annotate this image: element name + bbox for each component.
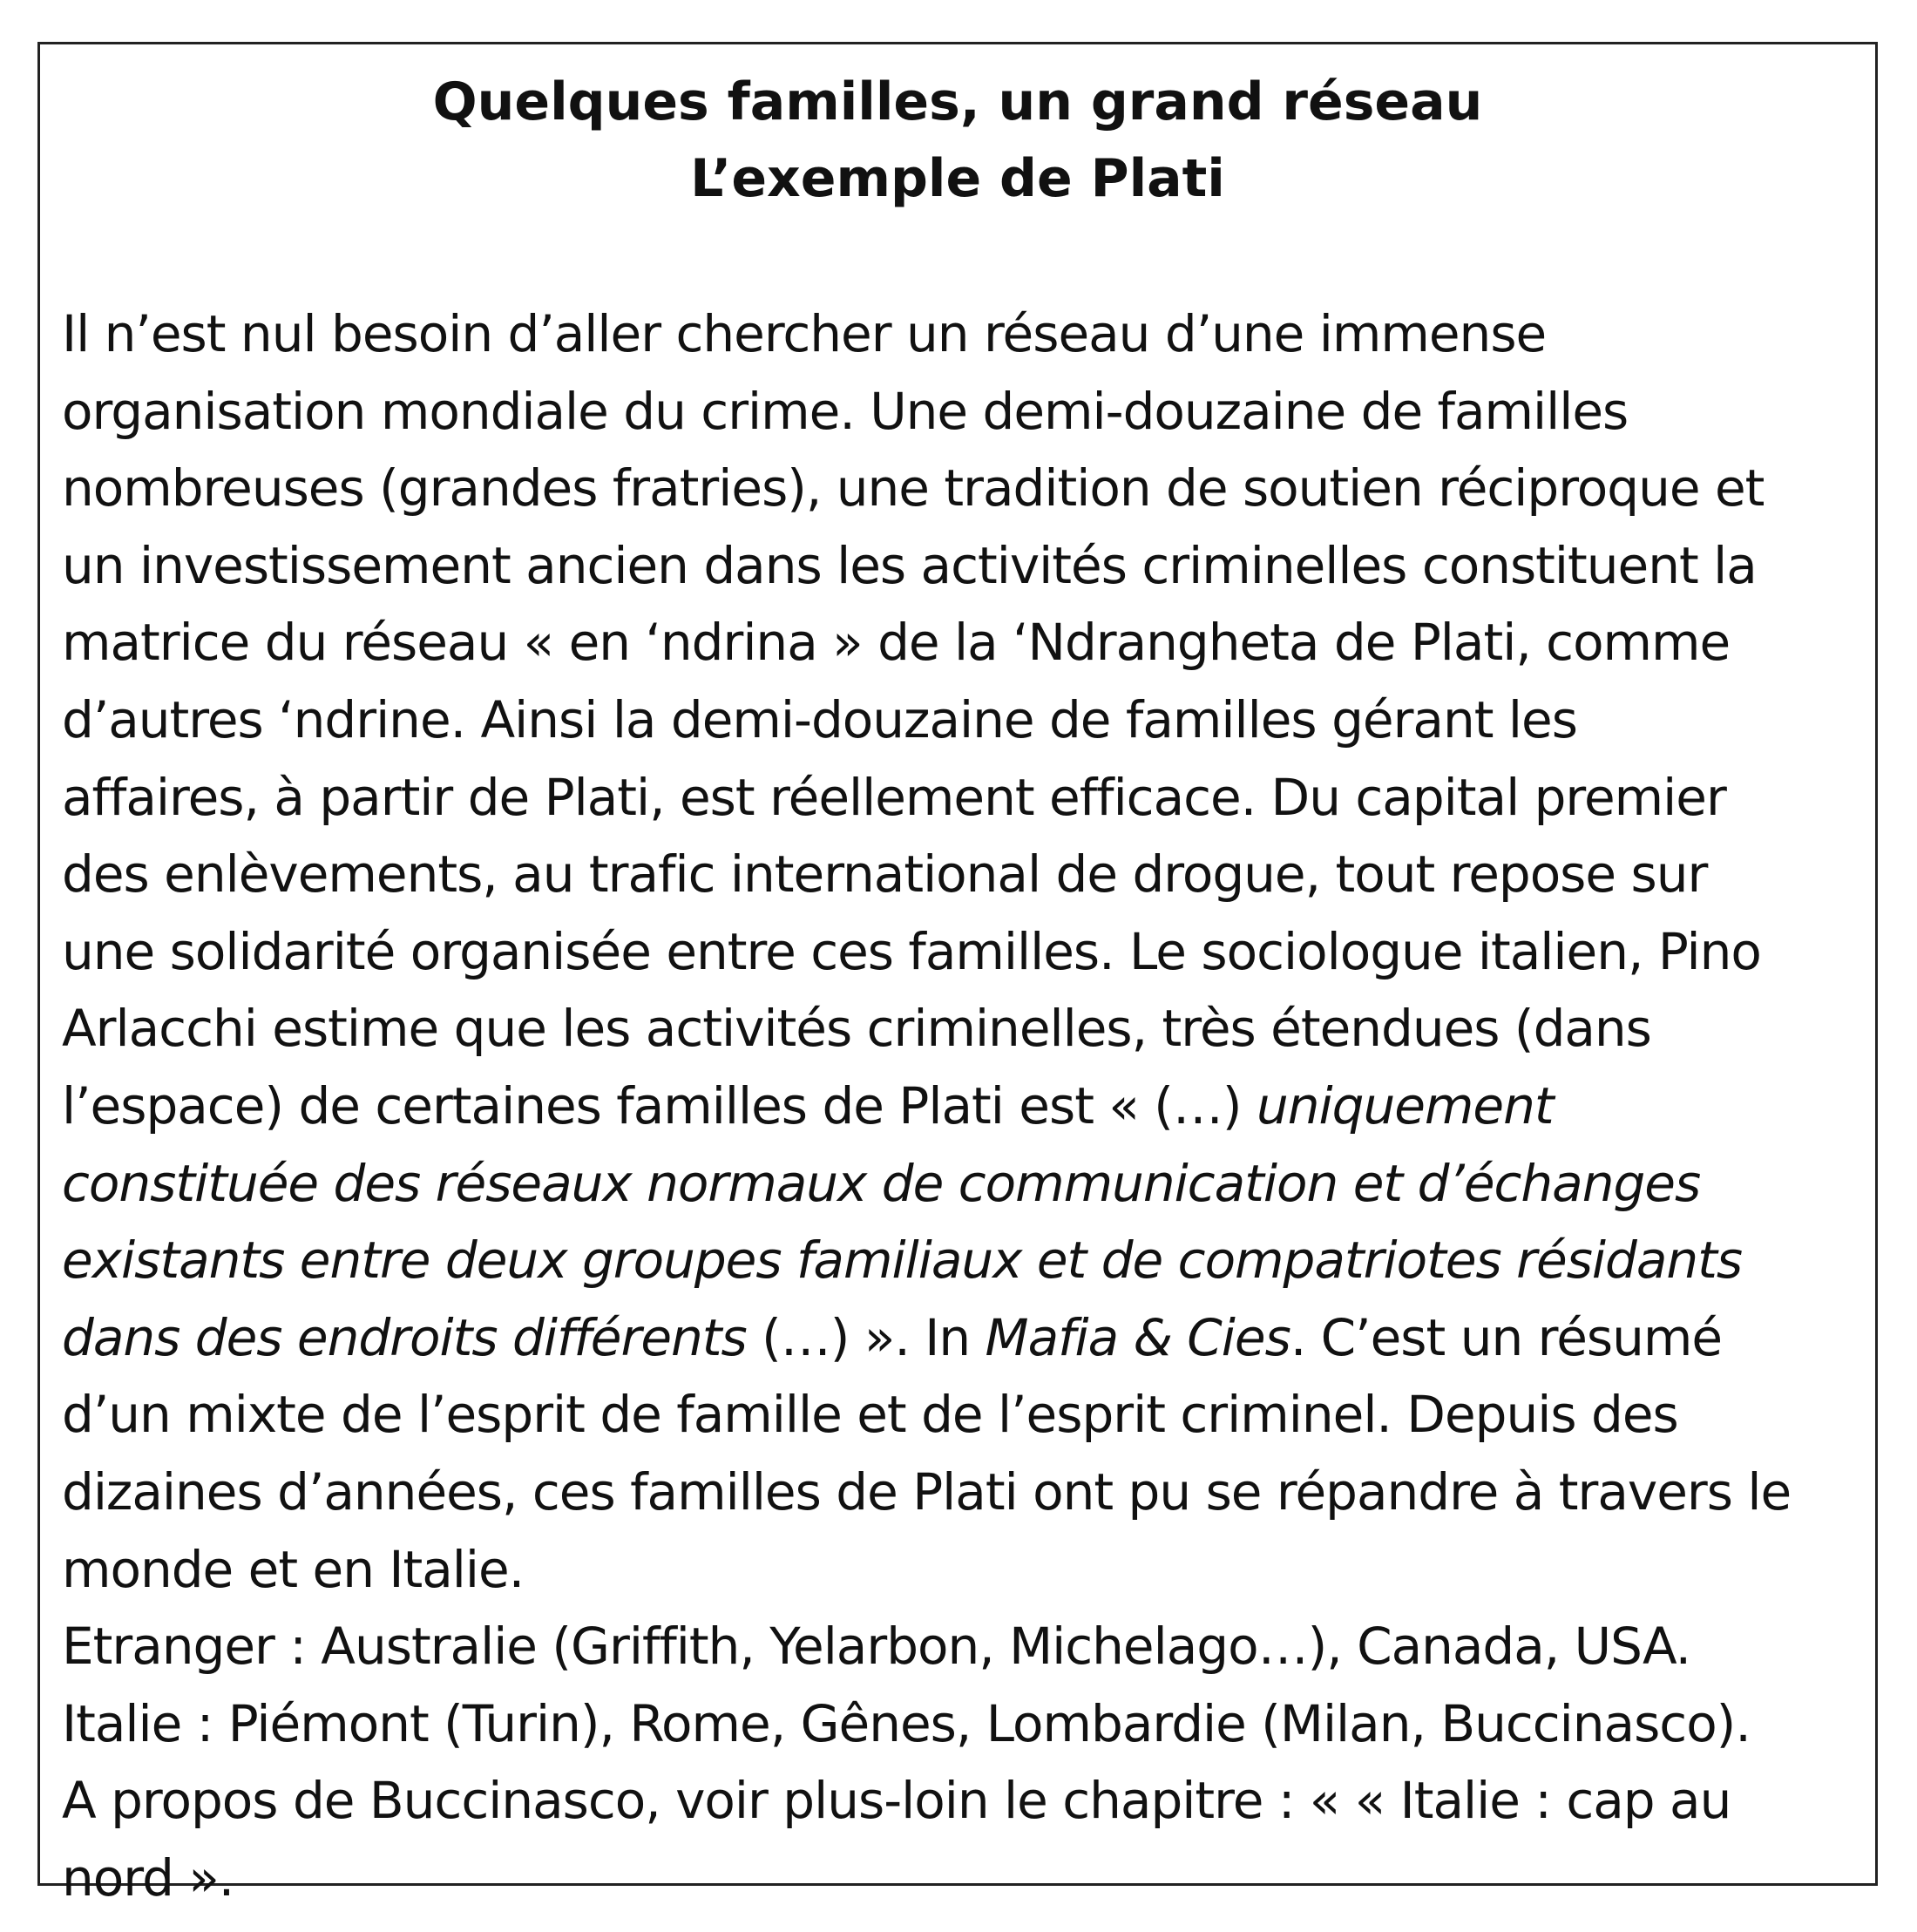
text-segment: matrice du réseau « en ‘ndrina » de la ‘Ndrangheta de Plati, comme — [62, 613, 1731, 673]
italic-text: existants entre deux groupes familiaux et de compatriotes résidants — [62, 1230, 1743, 1291]
body-paragraph — [62, 295, 1791, 1916]
text-segment: d’un mixte de l’esprit de famille et de l’esprit criminel. Depuis des — [62, 1385, 1678, 1445]
text-box — [37, 42, 1878, 1908]
text-segment: . C’est un résumé — [1290, 1307, 1723, 1367]
text-segment: un investissement ancien dans les activités criminelles constituent la — [62, 535, 1757, 595]
italic-text: constituée des réseaux normaux de communication et d’échanges — [62, 1153, 1701, 1213]
text-line — [62, 990, 1791, 1068]
text-line — [62, 913, 1791, 991]
text-line — [62, 836, 1791, 913]
text-line — [62, 1145, 1791, 1223]
text-line — [62, 759, 1791, 837]
text-line — [62, 1531, 1791, 1609]
text-line — [62, 1222, 1791, 1299]
text-segment: A propos de Buccinasco, voir plus-loin le chapitre : « « Italie : cap au — [62, 1771, 1731, 1831]
text-line — [62, 373, 1791, 451]
text-line — [62, 1762, 1791, 1840]
text-line — [62, 1454, 1791, 1531]
text-line — [62, 1299, 1791, 1377]
text-line — [62, 450, 1791, 527]
text-line — [62, 1068, 1791, 1145]
text-segment: monde et en Italie. — [62, 1539, 525, 1599]
text-segment: une solidarité organisée entre ces familles. Le sociologue italien, Pino — [62, 921, 1761, 981]
text-line — [62, 1840, 1791, 1917]
text-line — [62, 527, 1791, 605]
text-segment: Il n’est nul besoin d’aller chercher un réseau d’une immense — [62, 304, 1547, 363]
text-segment: organisation mondiale du crime. Une demi-douzaine de familles — [62, 381, 1629, 441]
text-line — [62, 681, 1791, 759]
text-segment: nombreuses (grandes fratries), une tradition de soutien réciproque et — [62, 458, 1765, 519]
document-subtitle: L’exemple de Plati — [690, 148, 1225, 209]
text-segment: Arlacchi estime que les activités criminelles, très étendues (dans — [62, 999, 1651, 1059]
text-segment: d’autres ‘ndrine. Ainsi la demi-douzaine de familles gérant les — [62, 689, 1577, 749]
text-segment: nord ». — [62, 1847, 234, 1908]
text-line — [62, 1376, 1791, 1454]
italic-text: uniquement — [1257, 1075, 1554, 1135]
document-title: Quelques familles, un grand réseau — [432, 71, 1483, 132]
italic-text: Mafia & Cies — [985, 1307, 1290, 1367]
text-line — [62, 1685, 1791, 1763]
title-block — [40, 64, 1875, 217]
text-segment: l’espace) de certaines familles de Plati est « (…) — [62, 1075, 1257, 1135]
text-line — [62, 604, 1791, 681]
text-segment: des enlèvements, au trafic international de drogue, tout repose sur — [62, 844, 1708, 905]
text-segment: affaires, à partir de Plati, est réellement efficace. Du capital premier — [62, 767, 1726, 827]
text-segment: dizaines d’années, ces familles de Plati ont pu se répandre à travers le — [62, 1461, 1792, 1522]
text-segment: Italie : Piémont (Turin), Rome, Gênes, Lombardie (Milan, Buccinasco). — [62, 1693, 1751, 1753]
text-line — [62, 295, 1791, 373]
text-line — [62, 1608, 1791, 1685]
italic-text: dans des endroits différents — [62, 1307, 747, 1367]
text-segment: Etranger : Australie (Griffith, Yelarbon, Michelago…), Canada, USA. — [62, 1617, 1691, 1677]
text-segment: (…) ». In — [746, 1307, 986, 1367]
